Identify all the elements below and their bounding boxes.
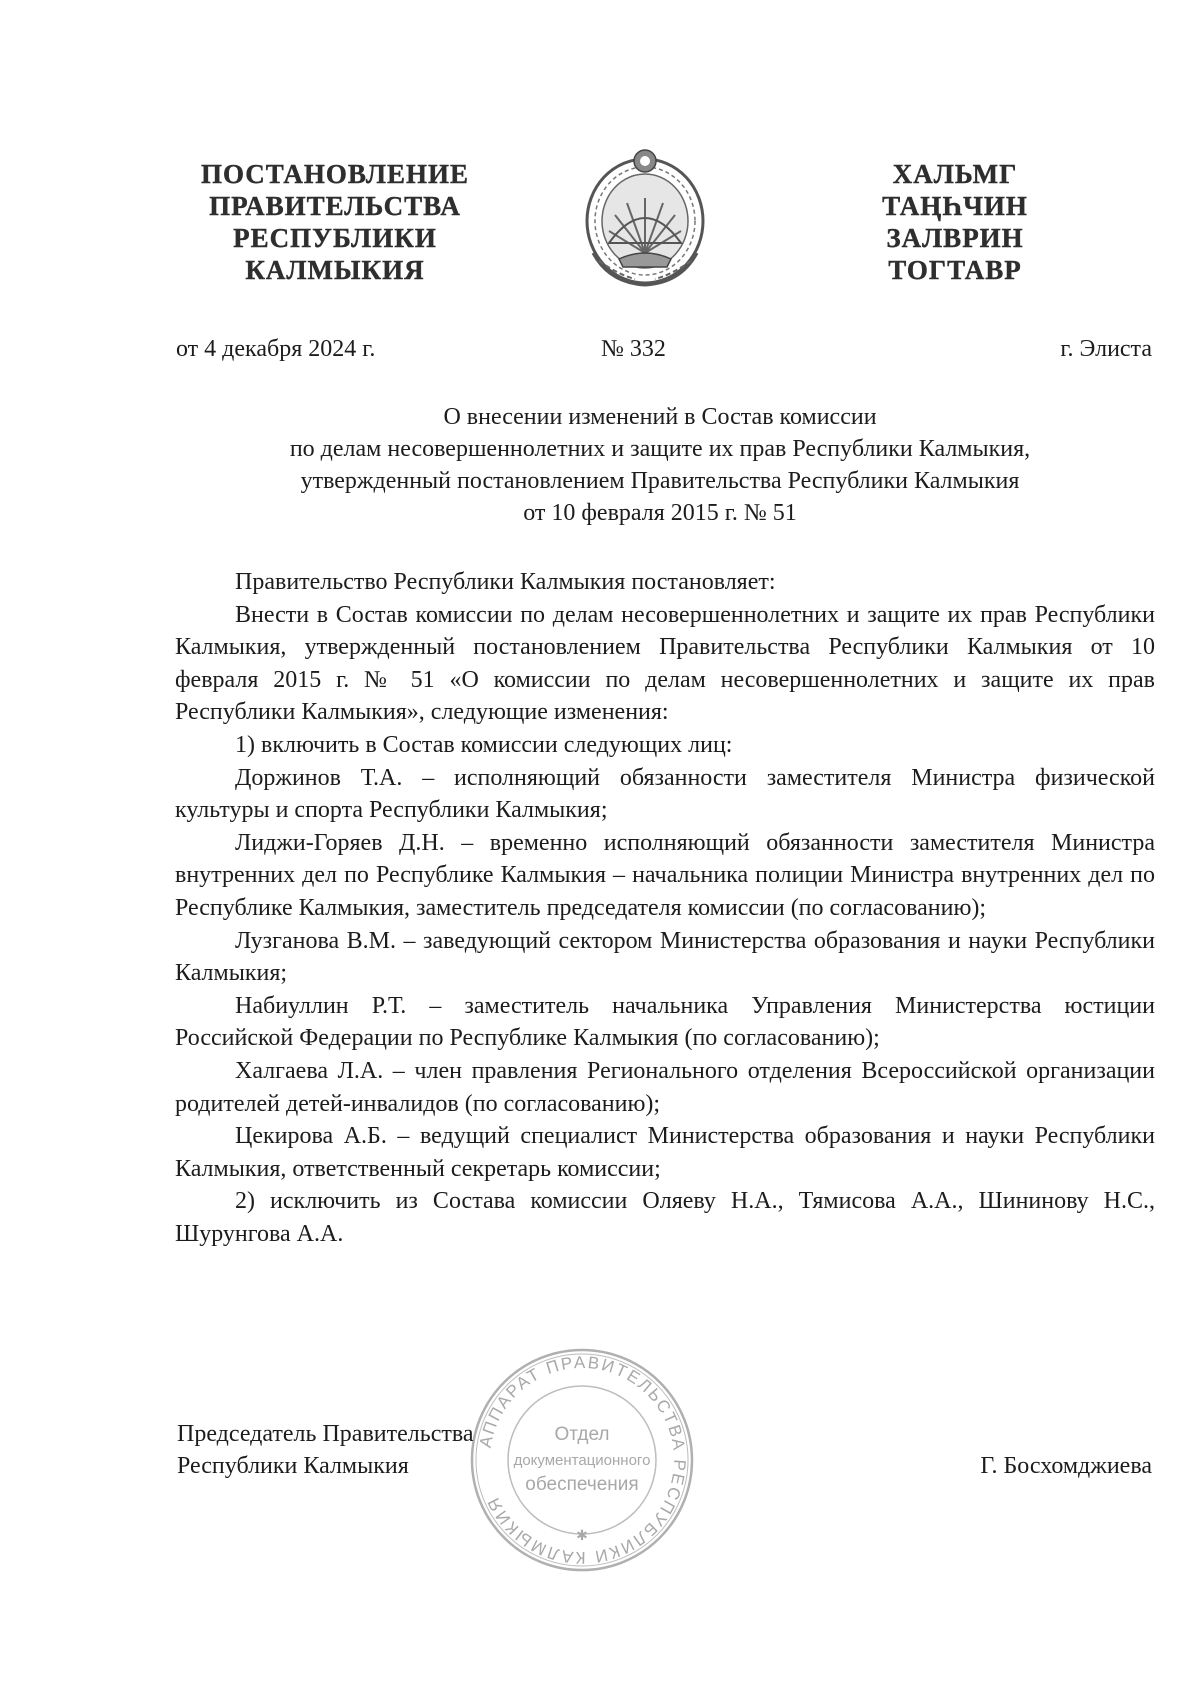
header-title-russian (190, 158, 480, 286)
header-title-kalmyk (860, 158, 1050, 286)
title-line: утвержденный постановлением Правительства Республики Калмыкия (300, 468, 1020, 494)
signatory-name: Г. Босхомджиева (980, 1453, 1152, 1479)
stamp-star-icon: ✱ (576, 1529, 588, 1544)
office-stamp-icon (462, 1340, 702, 1580)
document-number: № 332 (601, 336, 666, 362)
body-paragraph: Доржинов Т.А. – исполняющий обязанности заместителя Министра физической культуры и спорта Республики Калмыкия; (175, 764, 1155, 824)
body-paragraph: 2) исключить из Состава комиссии Оляеву Н.А., Тямисова А.А., Шининову Н.С., Шурунгова А.А. (175, 1188, 1155, 1247)
header-left-line: ПОСТАНОВЛЕНИЕ (200, 159, 470, 189)
stamp-center-line: Отдел (554, 1424, 610, 1445)
title-line: по делам несовершеннолетних и защите их прав Республики Калмыкия, (289, 436, 1031, 462)
document-body (175, 566, 1155, 1250)
header-left-line: ПРАВИТЕЛЬСТВА (209, 191, 461, 221)
header-right-line: ТАҢҺЧИН (882, 191, 1028, 221)
title-line: О внесении изменений в Состав комиссии (443, 404, 877, 430)
signatory-position-line: Республики Калмыкия (177, 1453, 409, 1479)
title-line: от 10 февраля 2015 г. № 51 (523, 500, 797, 526)
document-date: от 4 декабря 2024 г. (176, 336, 376, 362)
document-city: г. Элиста (1060, 336, 1152, 362)
stamp-ring-text: АППАРАТ ПРАВИТЕЛЬСТВА РЕСПУБЛИКИ КАЛМЫКИЯ (475, 1352, 690, 1568)
body-paragraph: Правительство Республики Калмыкия постановляет: (235, 569, 776, 595)
header-left-line: КАЛМЫКИЯ (245, 255, 425, 285)
stamp-center-line: документационного (513, 1452, 651, 1469)
signatory-position-line: Председатель Правительства (177, 1421, 474, 1447)
body-paragraph: 1) включить в Состав комиссии следующих лиц: (235, 731, 733, 758)
header-right-line: ЗАЛВРИН (886, 223, 1024, 253)
body-paragraph: Набиуллин Р.Т. – заместитель начальника Управления Министерства юстиции Российской Федерации по Республике Калмыкия (по согласованию); (175, 992, 1155, 1052)
stamp-center-line: обеспечения (525, 1474, 639, 1495)
header-left-line: РЕСПУБЛИКИ (233, 223, 437, 253)
emblem-icon (579, 143, 711, 293)
header-right-line: ХАЛЬМГ (892, 159, 1018, 189)
signatory-position (177, 1418, 474, 1482)
body-paragraph: Лузганова В.М. – заведующий сектором Министерства образования и науки Республики Калмыкия; (175, 927, 1155, 987)
body-paragraph: Лиджи-Горяев Д.Н. – временно исполняющий обязанности заместителя Министра внутренних дел по Республике Калмыкия – начальника полиции Министра внутренних дел по Республике Калмыкия, заместитель председателя комиссии (по согласованию); (175, 829, 1155, 921)
body-paragraph: Халгаева Л.А. – член правления Регионального отделения Всероссийской организации родителей детей-инвалидов (по согласованию); (175, 1057, 1155, 1117)
document-title (160, 401, 1160, 529)
body-paragraph: Внести в Состав комиссии по делам несовершеннолетних и защите их прав Республики Калмыкия, утвержденный постановлением Правительства Республики Калмыкия от 10 февраля 2015 г. № 51 «О комиссии по делам несовершеннолетних и защите их прав Республики Калмыкия», следующие изменения: (175, 601, 1155, 726)
header-right-line: ТОГТАВР (888, 255, 1022, 285)
body-paragraph: Цекирова А.Б. – ведущий специалист Министерства образования и науки Республики Калмыкия, ответственный секретарь комиссии; (175, 1123, 1155, 1182)
